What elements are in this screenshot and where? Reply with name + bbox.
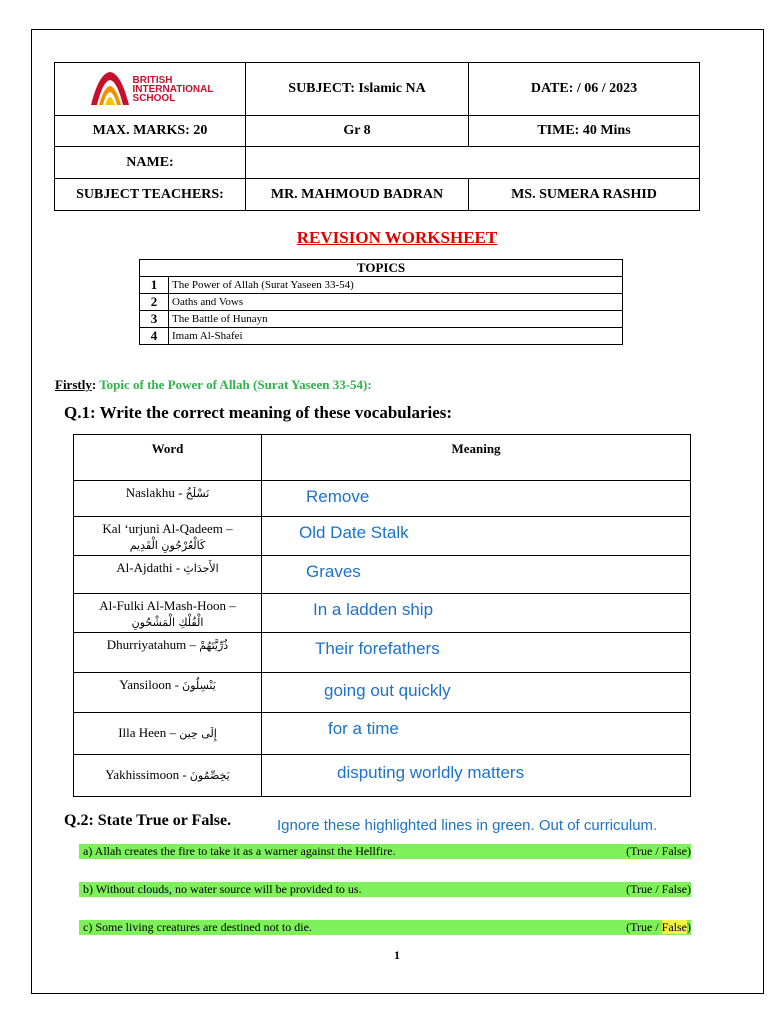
subject-cell: SUBJECT: Islamic NA [246,63,469,116]
tf-statement: a) Allah creates the fire to take it as a warner against the Hellfire. [83,844,396,858]
tf-statement: b) Without clouds, no water source will be provided to us. [83,882,362,896]
vocab-row [74,594,691,633]
tf-item [79,882,691,897]
topic-row [140,277,623,294]
teacher-2: MS. SUMERA RASHID [469,179,700,211]
teacher-1: MR. MAHMOUD BADRAN [246,179,469,211]
topic-number: 4 [140,328,169,345]
topic-text: Imam Al-Shafei [169,328,623,345]
vocab-row [74,481,691,517]
vocab-table [73,434,691,797]
tf-option-false[interactable]: False [661,844,687,858]
tf-option-true[interactable]: True [630,882,653,896]
name-label: NAME: [55,147,246,179]
vocab-arabic: الْفُلْكِ الْمَشْحُونِ [131,616,204,629]
tf-separator: / [652,920,662,934]
tf-option-true[interactable]: True [630,844,653,858]
tf-option-false[interactable]: False [661,882,687,896]
tf-option-false[interactable]: False [661,920,687,934]
vocab-arabic: الأَجدَاثِ [183,562,219,575]
vocab-word: Yansiloon - [119,677,179,692]
col-meaning-header: Meaning [262,435,691,481]
page-number: 1 [394,948,400,962]
vocab-row [74,633,691,673]
teachers-label: SUBJECT TEACHERS: [55,179,246,211]
vocab-word: Dhurriyatahum – [106,637,196,652]
tf-statement: c) Some living creatures are destined not to die. [83,920,312,934]
grade-cell: Gr 8 [246,116,469,147]
vocab-arabic: إِلَى حِين [179,727,217,740]
tf-separator: / [652,882,662,896]
tf-options [626,844,691,859]
tf-item [79,920,691,935]
tf-options [626,882,691,897]
vocab-arabic: ذُرِّيَّتَهُمْ [199,639,229,652]
vocab-arabic: كَالْعُرْجُونِ الْقَدِيم [129,539,206,552]
vocab-meaning[interactable]: Old Date Stalk [262,517,691,556]
col-word-header: Word [74,435,262,481]
school-logo [55,63,246,116]
vocab-meaning[interactable]: Graves [262,556,691,594]
vocab-meaning[interactable]: disputing worldly matters [262,755,691,797]
worksheet-title: REVISION WORKSHEET [296,228,498,247]
tf-close: ) [687,844,691,858]
q1-title: Q.1: Write the correct meaning of these vocabularies: [64,403,453,422]
topic-number: 2 [140,294,169,311]
vocab-row [74,556,691,594]
q2-note: Ignore these highlighted lines in green. Out of curriculum. [277,817,658,834]
topic-row [140,294,623,311]
topic-number: 1 [140,277,169,294]
vocab-arabic: نَسْلَخُ [185,487,210,500]
tf-options [626,920,691,935]
vocab-meaning[interactable]: In a ladden ship [262,594,691,633]
topic-row [140,311,623,328]
topic-text: Oaths and Vows [169,294,623,311]
section-heading [55,377,372,393]
logo-text-british: BRITISH [132,74,173,86]
vocab-word: Al-Fulki Al-Mash-Hoon – [99,598,236,613]
vocab-meaning[interactable]: for a time [262,713,691,755]
tf-close: ) [687,920,691,934]
vocab-meaning[interactable]: Remove [262,481,691,517]
vocab-word: Naslakhu - [125,485,183,500]
tf-option-true[interactable]: True [630,920,653,934]
tf-open: ( [626,920,631,934]
vocab-row [74,517,691,556]
tf-open: ( [626,844,631,858]
topic-number: 3 [140,311,169,328]
vocab-arabic: يَخِصِّمُونَ [189,769,230,782]
firstly-topic: Topic of the Power of Allah (Surat Yaseen 33-54): [99,377,372,392]
topic-text: The Battle of Hunayn [169,311,623,328]
date-cell: DATE: / 06 / 2023 [469,63,700,116]
vocab-row [74,673,691,713]
q2-title: Q.2: State True or False. [64,812,232,829]
max-marks-cell: MAX. MARKS: 20 [55,116,246,147]
vocab-meaning[interactable]: going out quickly [262,673,691,713]
topics-heading: TOPICS [140,260,623,277]
firstly-label: Firstly [55,377,92,392]
firstly-colon: : [91,377,97,392]
logo-text-international: INTERNATIONAL [132,83,214,95]
tf-item [79,844,691,859]
vocab-word: Al-Ajdathi - [116,560,181,575]
topics-table [139,259,623,345]
header-table [54,62,700,211]
vocab-row [74,755,691,797]
name-field[interactable] [246,147,700,179]
logo-text-school: SCHOOL [132,92,176,104]
vocab-row [74,713,691,755]
vocab-meaning[interactable]: Their forefathers [262,633,691,673]
logo-emblem-icon [87,69,133,109]
topic-row [140,328,623,345]
time-cell: TIME: 40 Mins [469,116,700,147]
vocab-word: Illa Heen – [118,725,176,740]
topic-text: The Power of Allah (Surat Yaseen 33-54) [169,277,623,294]
tf-separator: / [652,844,662,858]
tf-close: ) [687,882,691,896]
vocab-word: Yakhissimoon - [105,767,187,782]
vocab-arabic: يَنْسِلُونَ [182,679,216,692]
tf-open: ( [626,882,631,896]
vocab-word: Kal ‘urjuni Al-Qadeem – [102,521,233,536]
